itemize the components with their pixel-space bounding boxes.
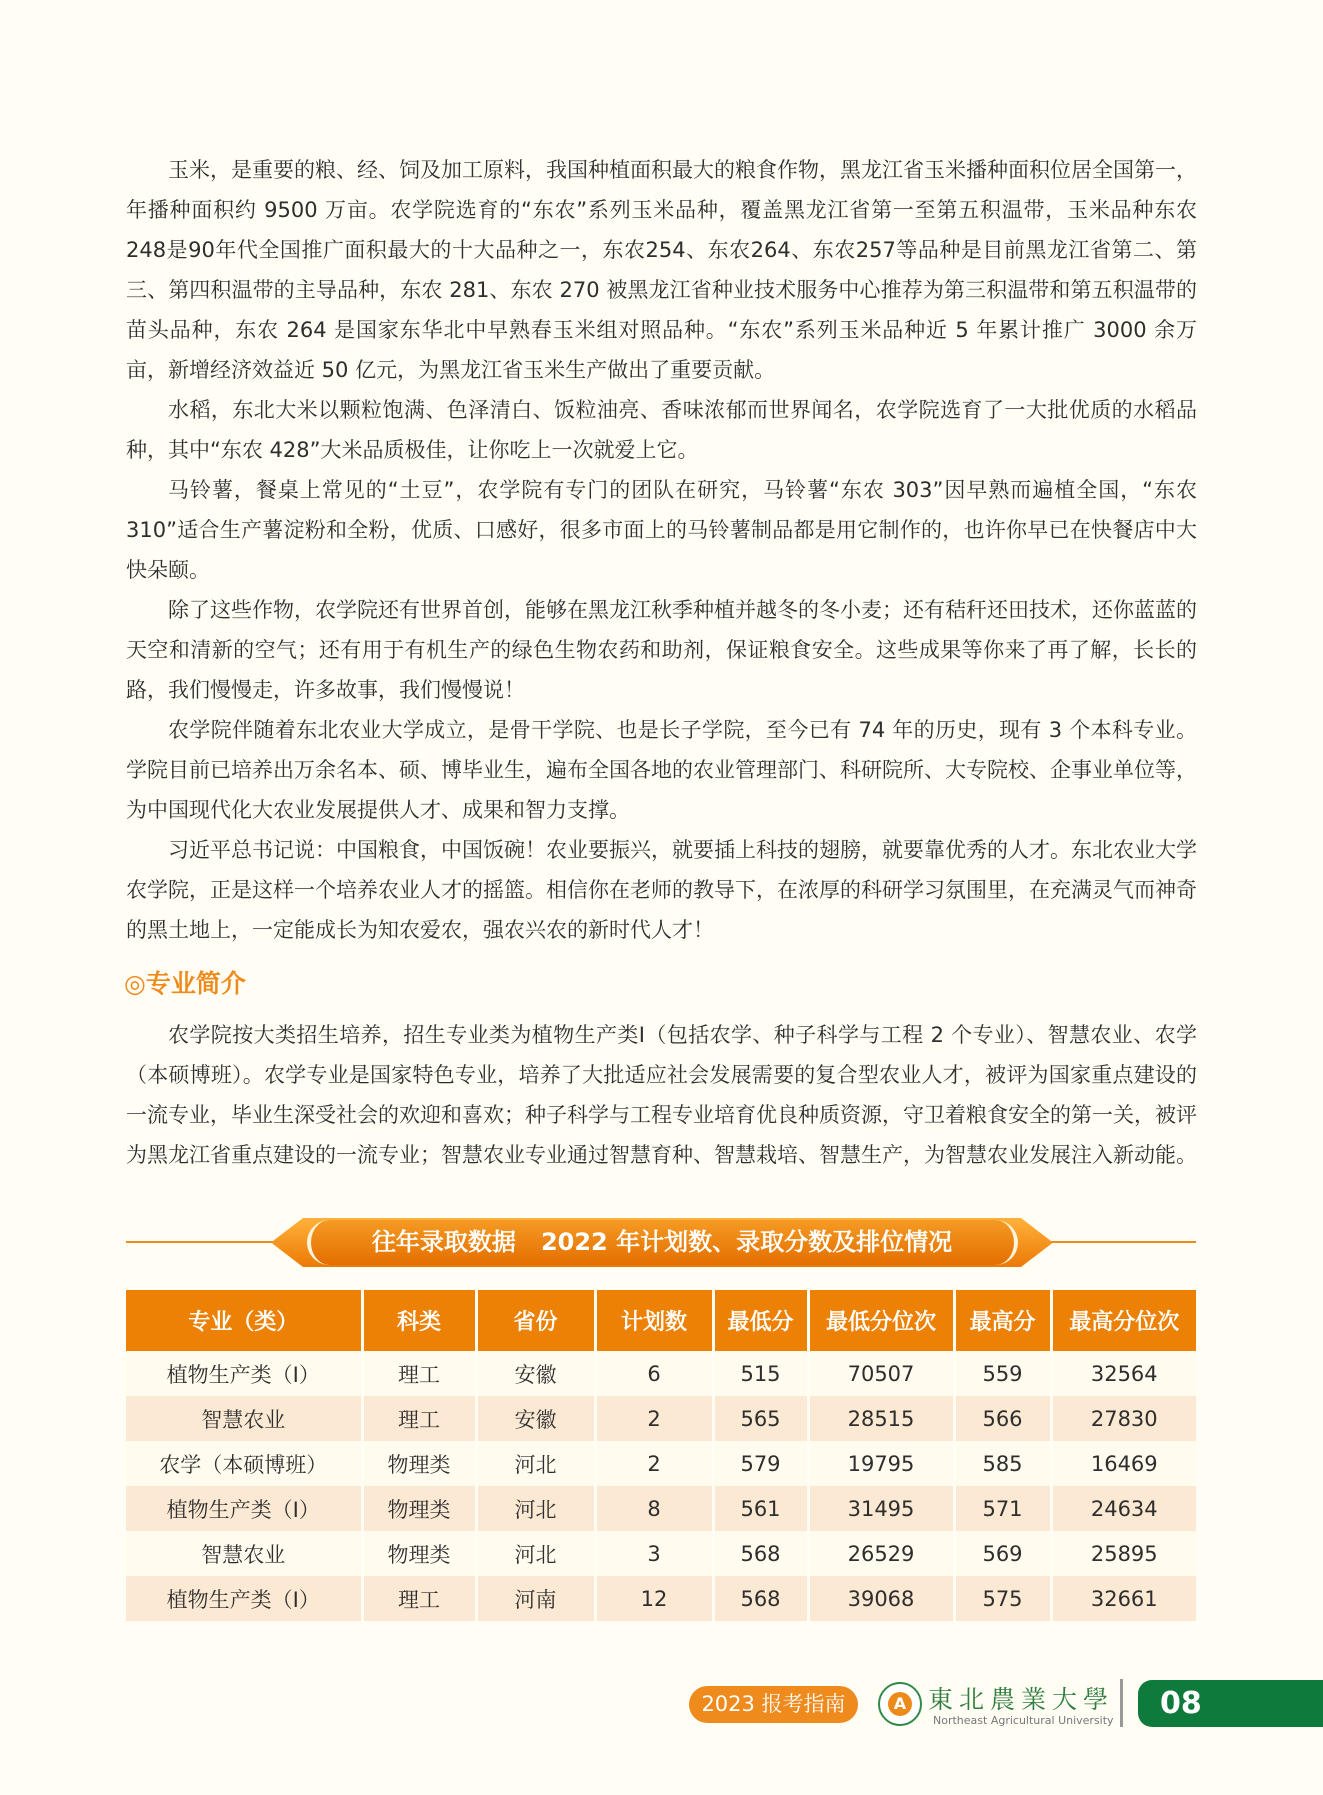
table-cell: 植物生产类（Ⅰ） [126, 1351, 362, 1396]
table-cell: 物理类 [362, 1531, 476, 1576]
page-number-tab [1138, 1680, 1323, 1727]
table-cell: 561 [713, 1486, 808, 1531]
seal-letter: A [888, 1692, 912, 1716]
column-header: 最低分位次 [808, 1290, 954, 1351]
column-header: 最高分位次 [1051, 1290, 1196, 1351]
majors-text [126, 1015, 1197, 1175]
table-cell: 6 [595, 1351, 713, 1396]
table-cell: 571 [954, 1486, 1051, 1531]
table-cell: 理工 [362, 1396, 476, 1441]
table-cell: 2 [595, 1441, 713, 1486]
column-header: 最低分 [713, 1290, 808, 1351]
column-header: 计划数 [595, 1290, 713, 1351]
table-cell: 物理类 [362, 1441, 476, 1486]
guide-badge: 2023 报考指南 [689, 1686, 858, 1723]
table-cell: 植物生产类（Ⅰ） [126, 1576, 362, 1621]
table-cell: 515 [713, 1351, 808, 1396]
table-cell: 物理类 [362, 1486, 476, 1531]
table-cell: 8 [595, 1486, 713, 1531]
table-cell: 19795 [808, 1441, 954, 1486]
table-cell: 565 [713, 1396, 808, 1441]
table-cell: 2 [595, 1396, 713, 1441]
paragraph-achievements: 除了这些作物，农学院还有世界首创，能够在黑龙江秋季种植并越冬的冬小麦；还有秸秆还田技术，还你蓝蓝的天空和清新的空气；还有用于有机生产的绿色生物农药和助剂，保证粮食安全。这些成果等你来了再了解，长长的路，我们慢慢走，许多故事，我们慢慢说！ [126, 598, 1197, 702]
admission-table [126, 1290, 1196, 1621]
table-row [126, 1396, 1196, 1441]
table-cell: 智慧农业 [126, 1396, 362, 1441]
table-cell: 智慧农业 [126, 1531, 362, 1576]
table-row [126, 1351, 1196, 1396]
column-header: 专业（类） [126, 1290, 362, 1351]
table-cell: 安徽 [476, 1396, 595, 1441]
table-cell: 理工 [362, 1576, 476, 1621]
university-name-en: Northeast Agricultural University [933, 1714, 1114, 1727]
banner-line-right [1048, 1241, 1196, 1243]
paragraph-corn: 玉米，是重要的粮、经、饲及加工原料，我国种植面积最大的粮食作物，黑龙江省玉米播种面积位居全国第一，年播种面积约 9500 万亩。农学院选育的“东农”系列玉米品种，覆盖黑龙江省第一至第五积温带，玉米品种东农248是90年代全国推广面积最大的十大品种之一，东农254、东农264、东农257等品种是目前黑龙江省第二、第三、第四积温带的主导品种，东农 281、东农 270 被黑龙江省种业技术服务中心推荐为第三积温带和第五积温带的苗头品种，东农 264 是国家东华北中早熟春玉米组对照品种。“东农”系列玉米品种近 5 年累计推广 3000 余万亩，新增经济效益近 50 亿元，为黑龙江省玉米生产做出了重要贡献。 [126, 158, 1197, 382]
paragraph-quote: 习近平总书记说：中国粮食，中国饭碗！农业要振兴，就要插上科技的翅膀，就要靠优秀的人才。东北农业大学农学院，正是这样一个培养农业人才的摇篮。相信你在老师的教导下，在浓厚的科研学习氛围里，在充满灵气而神奇的黑土地上，一定能成长为知农爱农，强农兴农的新时代人才！ [126, 838, 1197, 942]
table-cell: 579 [713, 1441, 808, 1486]
table-banner [271, 1218, 1053, 1267]
banner-line-left [126, 1241, 276, 1243]
column-header: 省份 [476, 1290, 595, 1351]
intro-text [126, 150, 1197, 950]
table-cell: 585 [954, 1441, 1051, 1486]
table-cell: 安徽 [476, 1351, 595, 1396]
column-header: 科类 [362, 1290, 476, 1351]
table-cell: 568 [713, 1576, 808, 1621]
table-cell: 32564 [1051, 1351, 1196, 1396]
banner-title: 往年录取数据 2022 年计划数、录取分数及排位情况 [371, 1228, 953, 1256]
section-heading: ◎专业简介 [124, 969, 246, 998]
table-cell: 39068 [808, 1576, 954, 1621]
table-cell: 河北 [476, 1486, 595, 1531]
table-cell: 566 [954, 1396, 1051, 1441]
column-header: 最高分 [954, 1290, 1051, 1351]
table-row [126, 1486, 1196, 1531]
table-header-row [126, 1290, 1196, 1351]
table-cell: 理工 [362, 1351, 476, 1396]
table-cell: 农学（本硕博班） [126, 1441, 362, 1486]
table-cell: 16469 [1051, 1441, 1196, 1486]
table-cell: 植物生产类（Ⅰ） [126, 1486, 362, 1531]
page-number: 08 [1160, 1686, 1202, 1721]
table-row [126, 1441, 1196, 1486]
table-cell: 70507 [808, 1351, 954, 1396]
paragraph-rice: 水稻，东北大米以颗粒饱满、色泽清白、饭粒油亮、香味浓郁而世界闻名，农学院选育了一大批优质的水稻品种，其中“东农 428”大米品质极佳，让你吃上一次就爱上它。 [126, 398, 1197, 462]
paragraph-history: 农学院伴随着东北农业大学成立，是骨干学院、也是长子学院，至今已有 74 年的历史，现有 3 个本科专业。学院目前已培养出万余名本、硕、博毕业生，遍布全国各地的农业管理部门、科研院所、大专院校、企事业单位等，为中国现代化大农业发展提供人才、成果和智力支撑。 [126, 718, 1197, 822]
university-name-cn: 東北農業大學 [928, 1685, 1115, 1714]
table-cell: 河北 [476, 1441, 595, 1486]
footer-divider [1120, 1679, 1123, 1727]
table-row [126, 1576, 1196, 1621]
table-cell: 569 [954, 1531, 1051, 1576]
table-cell: 25895 [1051, 1531, 1196, 1576]
table-cell: 568 [713, 1531, 808, 1576]
table-cell: 河南 [476, 1576, 595, 1621]
table-cell: 12 [595, 1576, 713, 1621]
table-cell: 24634 [1051, 1486, 1196, 1531]
paragraph-potato: 马铃薯，餐桌上常见的“土豆”，农学院有专门的团队在研究，马铃薯“东农 303”因早熟而遍植全国，“东农 310”适合生产薯淀粉和全粉，优质、口感好，很多市面上的马铃薯制品都是用它制作的，也许你早已在快餐店中大快朵颐。 [126, 478, 1197, 582]
table-cell: 27830 [1051, 1396, 1196, 1441]
table-cell: 河北 [476, 1531, 595, 1576]
table-cell: 32661 [1051, 1576, 1196, 1621]
university-seal-logo [878, 1682, 922, 1726]
table-cell: 28515 [808, 1396, 954, 1441]
table-cell: 26529 [808, 1531, 954, 1576]
table-row [126, 1531, 1196, 1576]
table-cell: 559 [954, 1351, 1051, 1396]
table-cell: 31495 [808, 1486, 954, 1531]
table-cell: 3 [595, 1531, 713, 1576]
paragraph-majors: 农学院按大类招生培养，招生专业类为植物生产类Ⅰ（包括农学、种子科学与工程 2 个专业）、智慧农业、农学（本硕博班）。农学专业是国家特色专业，培养了大批适应社会发展需要的复合型农业人才，被评为国家重点建设的一流专业，毕业生深受社会的欢迎和喜欢；种子科学与工程专业培育优良种质资源，守卫着粮食安全的第一关，被评为黑龙江省重点建设的一流专业；智慧农业专业通过智慧育种、智慧栽培、智慧生产，为智慧农业发展注入新动能。 [126, 1023, 1197, 1167]
table-cell: 575 [954, 1576, 1051, 1621]
